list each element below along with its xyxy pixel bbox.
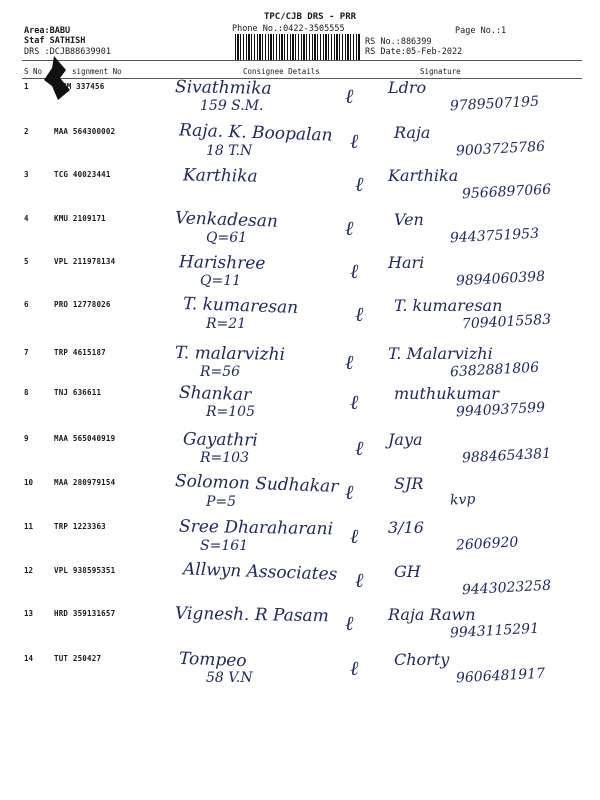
tick-mark-icon: ℓ (345, 84, 354, 108)
row-number: 5 (24, 257, 29, 266)
consignee-name: Solomon Sudhakar (174, 471, 339, 497)
row-number: 9 (24, 434, 29, 443)
tick-mark-icon: ℓ (350, 129, 359, 153)
tick-mark-icon: ℓ (350, 656, 359, 680)
barcode-image (235, 34, 360, 60)
consignee-ref: S=161 (200, 538, 249, 554)
tick-mark-icon: ℓ (345, 611, 354, 635)
consignment-number: TCG 40023441 (54, 170, 111, 179)
page-number: Page No.:1 (455, 26, 507, 36)
tick-mark-icon: ℓ (350, 524, 359, 548)
recipient-phone: 6382881806 (449, 359, 540, 381)
tick-mark-icon: ℓ (350, 259, 359, 283)
consignment-number: PRO 12778026 (54, 300, 111, 309)
col-signature: Signature (420, 67, 461, 76)
recipient-phone: 2606920 (455, 534, 519, 554)
row-number: 1 (24, 82, 29, 91)
rs-number: RS No.:886399 (365, 37, 432, 47)
consignee-name: T. kumaresan (182, 293, 299, 319)
drs-label: DRS :DCJB88639901 (24, 47, 111, 57)
consignee-name: Shankar (178, 382, 252, 406)
recipient-signature: muthukumar (394, 384, 499, 403)
consignee-name: Tompeo (178, 648, 247, 672)
row-number: 14 (24, 654, 34, 663)
recipient-phone: 9003725786 (455, 138, 546, 160)
recipient-signature: Ldro (388, 78, 427, 97)
col-consignee: Consignee Details (243, 67, 320, 76)
header-rule-bottom (22, 78, 582, 79)
consignee-ref: P=5 (206, 494, 237, 510)
recipient-phone: 9443023258 (461, 577, 552, 599)
consignee-name: Raja. K. Boopalan (178, 120, 333, 146)
recipient-signature: T. kumaresan (394, 296, 503, 315)
tick-mark-icon: ℓ (355, 568, 364, 592)
recipient-signature: GH (394, 562, 421, 581)
consignment-number: TRP 1223363 (54, 522, 106, 531)
row-number: 8 (24, 388, 29, 397)
recipient-phone: 9884654381 (461, 445, 552, 467)
col-consignment: signment No (72, 67, 122, 76)
consignee-ref: Q=11 (200, 273, 242, 289)
recipient-signature: T. Malarvizhi (388, 344, 493, 363)
consignment-number: VPL 938595351 (54, 566, 116, 575)
consignee-ref: 159 S.M. (200, 98, 264, 114)
tick-mark-icon: ℓ (345, 216, 354, 240)
row-number: 11 (24, 522, 34, 531)
consignment-number: MAA 280979154 (54, 478, 116, 487)
recipient-phone: 9566897066 (461, 181, 552, 203)
recipient-phone: 9894060398 (455, 268, 546, 290)
consignee-name: Allwyn Associates (182, 559, 338, 585)
staff-label: Staf SATHISH (24, 36, 86, 46)
consignee-ref: R=105 (206, 404, 255, 420)
tick-mark-icon: ℓ (345, 350, 354, 374)
tick-mark-icon: ℓ (350, 390, 359, 414)
row-number: 6 (24, 300, 29, 309)
consignee-name: Vignesh. R Pasam (174, 603, 329, 627)
area-label: Area:BABU (24, 26, 71, 36)
tick-mark-icon: ℓ (355, 436, 364, 460)
recipient-phone: 9940937599 (455, 399, 546, 421)
consignment-number: KMU 2109171 (54, 214, 106, 223)
consignment-number: VPL 211978134 (54, 257, 116, 266)
row-number: 2 (24, 127, 29, 136)
recipient-signature: Raja (394, 123, 431, 142)
header-phone: Phone No.:0422-3505555 (232, 24, 345, 34)
row-number: 4 (24, 214, 29, 223)
tick-mark-icon: ℓ (355, 172, 364, 196)
row-number: 3 (24, 170, 29, 179)
consignment-number: TRP 4615187 (54, 348, 106, 357)
row-number: 13 (24, 609, 34, 618)
consignee-ref: Q=61 (206, 230, 248, 246)
consignee-name: Karthika (182, 165, 258, 187)
recipient-signature: Jaya (388, 430, 423, 449)
recipient-signature: Raja Rawn (388, 605, 476, 624)
consignee-ref: R=56 (200, 364, 241, 380)
row-number: 12 (24, 566, 34, 575)
recipient-phone: 9443751953 (449, 225, 540, 247)
consignment-number: TUT 250427 (54, 654, 102, 663)
consignment-number: HRD 359131657 (54, 609, 116, 618)
recipient-phone: 7094015583 (461, 311, 552, 333)
consignee-name: Venkadesan (174, 208, 279, 232)
consignee-ref: 18 T.N (206, 143, 253, 159)
consignee-name: T. malarvizhi (174, 343, 286, 365)
consignee-ref: R=103 (200, 450, 249, 466)
recipient-phone: 9943115291 (449, 620, 540, 642)
rs-date: RS Date:05-Feb-2022 (365, 47, 463, 57)
row-number: 7 (24, 348, 29, 357)
recipient-phone: kvp (449, 491, 476, 509)
consignee-ref: 58 V.N (206, 670, 253, 686)
consignment-number: MAA 565040919 (54, 434, 116, 443)
recipient-signature: Ven (394, 210, 424, 229)
row-number: 10 (24, 478, 34, 487)
recipient-signature: Chorty (394, 650, 450, 669)
recipient-signature: 3/16 (388, 518, 424, 537)
recipient-phone: 9606481917 (455, 665, 546, 687)
recipient-signature: Hari (388, 253, 425, 272)
consignee-name: Harishree (178, 252, 266, 274)
consignee-ref: R=21 (206, 316, 247, 332)
tick-mark-icon: ℓ (355, 302, 364, 326)
consignment-number: MAA 564300002 (54, 127, 116, 136)
sheet-title: TPC/CJB DRS - PRR (263, 12, 357, 22)
consignee-name: Gayathri (182, 429, 258, 451)
recipient-signature: SJR (394, 474, 424, 493)
consignment-number: TNJ 636611 (54, 388, 102, 397)
col-sno: S No (24, 67, 43, 76)
recipient-signature: Karthika (388, 166, 459, 185)
consignee-name: Sree Dharaharani (178, 516, 334, 540)
tick-mark-icon: ℓ (345, 480, 354, 504)
consignee-name: Sivathmika (174, 77, 272, 99)
header-rule-top (22, 60, 582, 61)
recipient-phone: 9789507195 (449, 93, 540, 115)
ink-smear-icon (44, 56, 70, 100)
consignment-number: PM 337456 (62, 82, 105, 91)
